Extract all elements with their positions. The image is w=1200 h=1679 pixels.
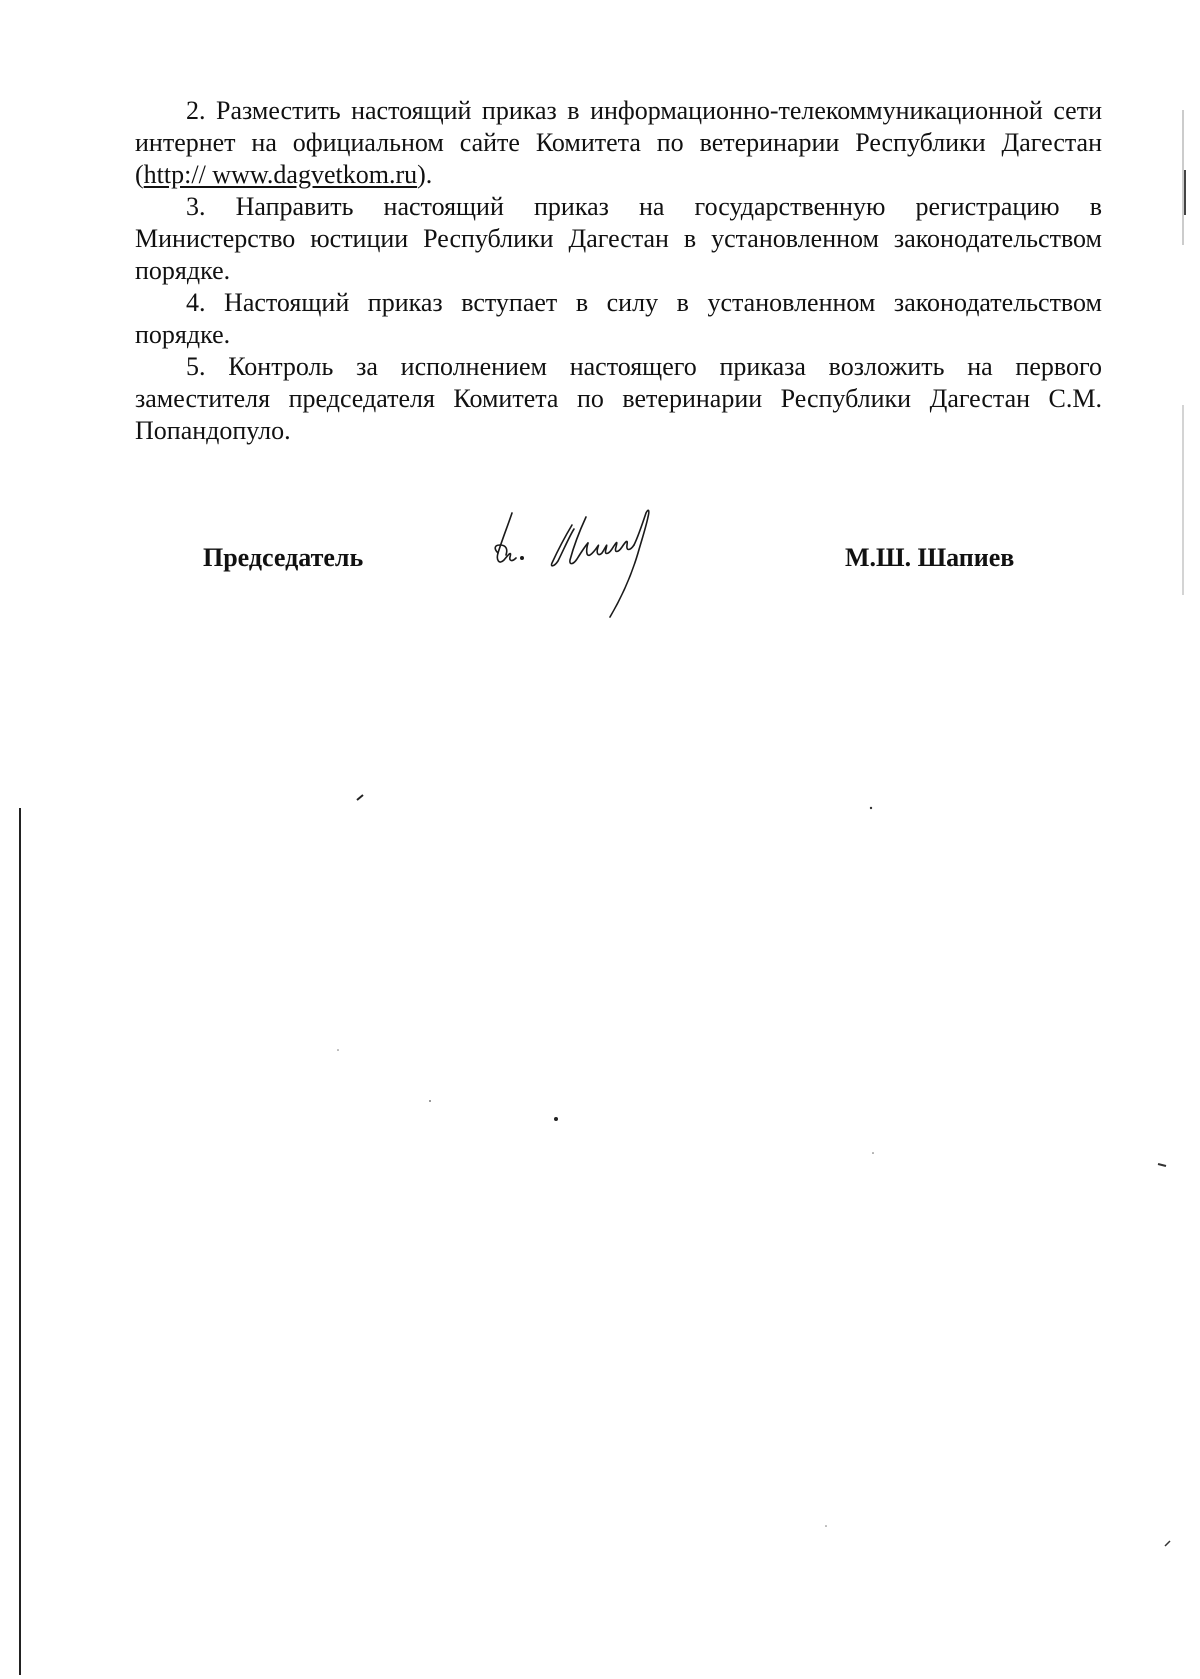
paragraph-4: 4. Настоящий приказ вступает в силу в установленном законодательством порядке. [135, 288, 1102, 349]
handwritten-signature [490, 505, 750, 630]
paragraph-2-tail: ). [417, 160, 433, 189]
document-body [135, 95, 1102, 447]
paragraph-2-text: 2. Разместить настоящий приказ в информационно-телекоммуникационной сети интернет на официальном сайте Комитета по ветеринарии Республики Дагестан ( [135, 96, 1102, 189]
signer-name: М.Ш. Шапиев [845, 543, 1015, 572]
signer-title: Председатель [203, 543, 364, 572]
paragraph-2 [135, 95, 1102, 191]
paragraph-5: 5. Контроль за исполнением настоящего приказа возложить на первого заместителя председателя Комитета по ветеринарии Республики Дагестан С.М. Попандопуло. [135, 352, 1102, 445]
website-link[interactable]: http:// www.dagvetkom.ru [143, 160, 418, 189]
paragraph-3: 3. Направить настоящий приказ на государственную регистрацию в Министерство юстиции Республики Дагестан в установленном законодательством порядке. [135, 192, 1102, 285]
